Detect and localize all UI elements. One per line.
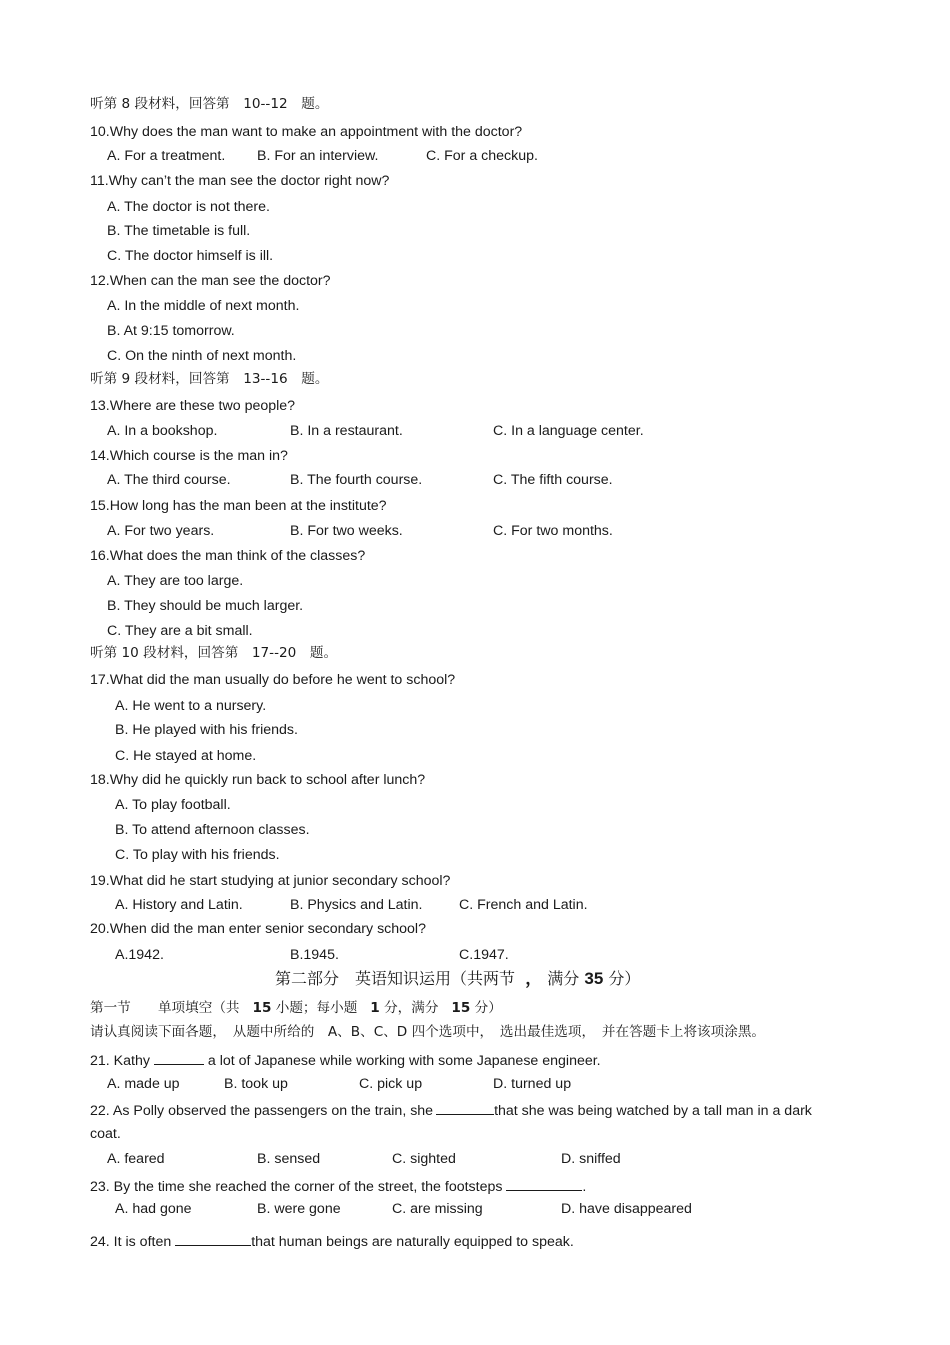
q15-option-a: A. For two years.: [107, 523, 215, 539]
q23-option-d: D. have disappeared: [561, 1201, 692, 1217]
q19-option-b: B. Physics and Latin.: [290, 897, 423, 913]
q16-option-a: A. They are too large.: [107, 573, 244, 589]
q13-option-a: A. In a bookshop.: [107, 423, 218, 439]
q22-option-a: A. feared: [107, 1151, 165, 1167]
q21-stem-end: a lot of Japanese while working with some Japanese engineer.: [207, 1053, 601, 1069]
q12-option-c: C. On the ninth of next month.: [107, 348, 297, 364]
question-12: 12.When can the man see the doctor?: [90, 273, 331, 289]
part-two-title-score-label: 满分: [547, 969, 580, 988]
question-11: 11.Why can’t the man see the doctor right now?: [90, 173, 390, 189]
section-one-unit: 分）: [474, 1000, 502, 1016]
q20-option-a: A.1942.: [115, 947, 164, 963]
q23-blank: [506, 1176, 582, 1191]
q22-option-b: B. sensed: [257, 1151, 321, 1167]
section-one-count: 15: [252, 1000, 272, 1016]
q14-option-b: B. The fourth course.: [290, 472, 423, 488]
question-23: [90, 1176, 586, 1196]
question-20: 20.When did the man enter senior secondary school?: [90, 921, 426, 937]
question-16: 16.What does the man think of the classes?: [90, 548, 366, 564]
q15-option-c: C. For two months.: [493, 523, 613, 539]
q15-option-b: B. For two weeks.: [290, 523, 403, 539]
q22-blank: [436, 1100, 494, 1115]
q12-option-b: B. At 9:15 tomorrow.: [107, 323, 235, 339]
q10-option-a: A. For a treatment.: [107, 148, 226, 164]
q23-stem-end: .: [582, 1179, 587, 1195]
q20-option-c: C.1947.: [459, 947, 509, 963]
q11-option-a: A. The doctor is not there.: [107, 199, 270, 215]
q22-option-d: D. sniffed: [561, 1151, 621, 1167]
q10-option-b: B. For an interview.: [257, 148, 379, 164]
q13-option-b: B. In a restaurant.: [290, 423, 403, 439]
question-17: 17.What did the man usually do before he went to school?: [90, 672, 456, 688]
q11-option-b: B. The timetable is full.: [107, 223, 251, 239]
q21-option-b: B. took up: [224, 1076, 288, 1092]
q14-option-c: C. The fifth course.: [493, 472, 613, 488]
section-heading-10: 听第 10 段材料，回答第 17--20 题。: [90, 645, 338, 661]
q17-option-b: B. He played with his friends.: [115, 722, 298, 738]
question-10: 10.Why does the man want to make an appointment with the doctor?: [90, 124, 523, 140]
q10-option-c: C. For a checkup.: [426, 148, 538, 164]
q21-option-a: A. made up: [107, 1076, 180, 1092]
q19-option-c: C. French and Latin.: [459, 897, 588, 913]
question-21: [90, 1050, 601, 1070]
q19-option-a: A. History and Latin.: [115, 897, 243, 913]
part-two-title-score: 35: [584, 969, 604, 988]
q22-stem-end: that she was being watched by a tall man in a dark: [494, 1103, 812, 1119]
q16-option-b: B. They should be much larger.: [107, 598, 304, 614]
q11-option-c: C. The doctor himself is ill.: [107, 248, 274, 264]
q23-stem-start: 23. By the time she reached the corner of the street, the footsteps: [90, 1179, 503, 1195]
q24-stem-start: 24. It is often: [90, 1234, 172, 1250]
q24-blank: [175, 1231, 251, 1246]
q17-option-a: A. He went to a nursery.: [115, 698, 267, 714]
q13-option-c: C. In a language center.: [493, 423, 644, 439]
q18-option-b: B. To attend afternoon classes.: [115, 822, 310, 838]
q14-option-a: A. The third course.: [107, 472, 231, 488]
section-one-total-label: 分，满分: [384, 1000, 439, 1016]
instructions: 请认真阅读下面各题， 从题中所给的 A、B、C、D 四个选项中， 选出最佳选项， 并在答题卡上将该项涂黑。: [90, 1024, 766, 1040]
q21-option-d: D. turned up: [493, 1076, 572, 1092]
q20-option-b: B.1945.: [290, 947, 339, 963]
section-one-heading: [90, 999, 502, 1017]
q18-option-c: C. To play with his friends.: [115, 847, 280, 863]
q22-stem-start: 22. As Polly observed the passengers on the train, she: [90, 1103, 434, 1119]
section-one-total-score: 15: [451, 1000, 471, 1016]
question-15: 15.How long has the man been at the institute?: [90, 498, 387, 514]
part-two-title-text: 第二部分 英语知识运用（共两节: [275, 969, 516, 988]
question-24: [90, 1231, 574, 1251]
question-19: 19.What did he start studying at junior secondary school?: [90, 873, 451, 889]
q23-option-c: C. are missing: [392, 1201, 483, 1217]
part-two-title-comma: ，: [525, 969, 543, 988]
q17-option-c: C. He stayed at home.: [115, 748, 257, 764]
section-one-per-score: 1: [370, 1000, 380, 1016]
section-heading-8: 听第 8 段材料，回答第 10--12 题。: [90, 96, 329, 112]
part-two-title-unit: 分）: [608, 969, 641, 988]
section-one-label: 第一节 单项填空（共: [90, 1000, 240, 1016]
question-13: 13.Where are these two people?: [90, 398, 296, 414]
q16-option-c: C. They are a bit small.: [107, 623, 253, 639]
question-22: [90, 1100, 812, 1120]
section-heading-9: 听第 9 段材料，回答第 13--16 题。: [90, 371, 329, 387]
q22-option-c: C. sighted: [392, 1151, 456, 1167]
q21-option-c: C. pick up: [359, 1076, 423, 1092]
q22-stem-cont: coat.: [90, 1126, 121, 1142]
q21-stem-start: 21. Kathy: [90, 1053, 150, 1069]
question-14: 14.Which course is the man in?: [90, 448, 288, 464]
q12-option-a: A. In the middle of next month.: [107, 298, 300, 314]
q23-option-b: B. were gone: [257, 1201, 341, 1217]
question-18: 18.Why did he quickly run back to school after lunch?: [90, 772, 426, 788]
section-one-per-label: 小题；每小题: [275, 1000, 358, 1016]
q18-option-a: A. To play football.: [115, 797, 231, 813]
q21-blank: [154, 1050, 204, 1065]
q23-option-a: A. had gone: [115, 1201, 192, 1217]
q24-stem-end: that human beings are naturally equipped to speak.: [251, 1234, 574, 1250]
part-two-title: [275, 970, 640, 988]
